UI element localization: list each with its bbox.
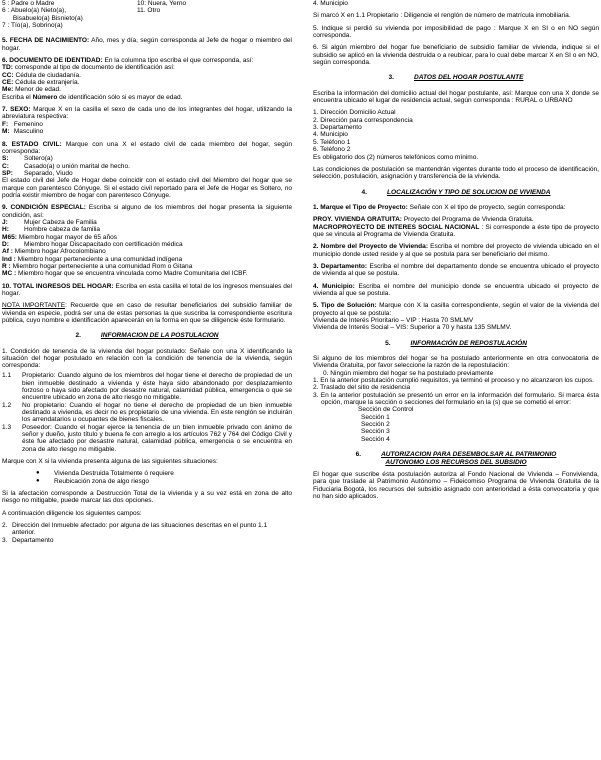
list-item [2, 234, 292, 241]
nota-paragraph [2, 302, 292, 324]
relative-label: 7 : Tío(a), Sobrino(a) [2, 22, 63, 30]
code-text: Menor de edad. [13, 86, 61, 94]
condicion-paragraph [2, 204, 292, 219]
section-number: 3. [388, 74, 394, 82]
seccion-item: Sección de Control [358, 406, 414, 414]
relative-label: 10: Nuera, Yerno [137, 0, 187, 7]
item-number: 1.2 [2, 401, 12, 409]
list-item [2, 270, 292, 277]
item-text: Vivienda Destruida Totalmente ó requiere [54, 470, 174, 478]
solucion-paragraph [313, 302, 599, 317]
section-number: 4. [361, 188, 367, 196]
tipo-text: Señale con X el tipo de proyecto, según corresponda: [407, 203, 566, 211]
nombre-heading: 2. Nombre del Proyecto de Vivienda: [313, 243, 428, 251]
list-item [2, 128, 292, 135]
list-item: Vivienda de Interés Prioritario – VIP : Hasta 70 SMLMV [313, 317, 474, 324]
list-item: Vivienda de Interés Social – VIS: Superior a 70 y hasta 135 SMLMV. [313, 324, 512, 332]
list-item [2, 241, 292, 248]
autoriza-text: El hogar que suscribe ésta postulación autoriza al Fondo Nacional de Vivienda – Fonvivienda, para que traslade al Patrimonio Autónomo – Fideicomiso Programa de Vivienda Gratuita de la Fiduciaria Bogotá, los recursos del subsidio asignado con anterioridad a ésta convocatoria y que no han sido aplicados. [313, 470, 599, 500]
list-item: 1. Dirección Domicilio Actual [313, 109, 396, 117]
list-item [2, 522, 292, 537]
muni-heading: 4. Municipio: [313, 282, 355, 290]
list-item [2, 256, 292, 263]
list-item [2, 219, 292, 226]
item-text: Departamento [12, 536, 54, 544]
seccion-item: Sección 1 [361, 413, 390, 421]
question-6: 6. Si algún miembro del hogar fue beneficiario de subsidio familiar de vivienda, indique si el subsidio se aplicó en la vivienda destruida o a reubicar, para lo cual debe marcar X en SI o en NO, según corresponda. [313, 44, 599, 67]
note-text: Escriba el [2, 93, 33, 101]
list-item [2, 15, 292, 22]
code: H: [2, 226, 9, 234]
list-item [2, 263, 292, 270]
item-text: Reubicación zona de algo riesgo [54, 477, 149, 485]
list-item [313, 370, 599, 377]
item-number: 1.3 [2, 423, 12, 431]
code: F: [2, 120, 9, 128]
code-text: Separado, Viudo [24, 169, 73, 177]
relative-label: 5 : Padre o Madre [2, 0, 55, 7]
solucion-heading: 5. Tipo de Solución: [313, 302, 377, 310]
code-text: Casado(a) o unión marital de hecho. [24, 162, 130, 170]
civil-paragraph [2, 141, 292, 156]
proy-heading: PROY. VIVIENDA GRATUITA: [313, 216, 402, 224]
list-item [2, 7, 292, 14]
seccion-item: Sección 4 [361, 435, 390, 443]
item-text: Dirección del Inmueble afectado: por alguna de las situaciones descritas en el punto 1.1 anterior. [12, 522, 268, 537]
item-text: 3. En la anterior postulación se presentó un error en la información del formulario. Si marca ésta opción, marque la sección o secciones del formulario en la (s) que se cometió el error: [313, 391, 599, 407]
list-item [2, 248, 292, 255]
muni-paragraph [313, 283, 599, 298]
list-item [313, 384, 599, 391]
solucion-text: Marque con X la casilla correspondiente, según el valor de la vivienda del proyecto al que se postula: [313, 302, 599, 317]
code: S: [2, 155, 9, 163]
code: D: [2, 240, 9, 248]
list-item [313, 377, 599, 384]
item-text: 2. Traslado del sitio de residencia [313, 384, 411, 392]
afectacion-text: Si la afectación corresponde a Destrucción Total de la vivienda y a su vez está en zona de alto riesgo no mitigable, puede marcar las dos opciones. [2, 490, 292, 505]
list-item [2, 64, 292, 71]
relative-label: 11. Otro [137, 7, 161, 15]
nota-text: : Recuerde que en caso de resultar beneficiarios del subsidio familiar de vivienda en especie, podrá ser una de estas personas la que suscriba la correspondiente escritura pública, cuyo nombre e identificación aparecerán en la forma en que se diligencie éste formulario. [2, 302, 292, 325]
list-item: 4. Municipio [313, 131, 348, 139]
code: TD: [2, 64, 13, 72]
section-title-text: AUTORIZACION PARA DESEMBOLSAR AL PATRIMONIO [381, 451, 557, 459]
list-item [2, 372, 292, 401]
code-text: Miembro hogar mayor de 65 años [16, 233, 117, 241]
relative-label: Bisabuelo(a) Bisnieto(a) [2, 14, 83, 22]
municipio-item: 4. Municipio [313, 0, 348, 7]
condicion-tenencia: 1. Condición de tenencia de la vivienda del hogar postulado: Señale con una X identificando la situación del hogar postulado en relación con la condición de tenencia de la vivienda, según corresponda: [2, 347, 292, 370]
depto-heading: 3. Departamento: [313, 262, 368, 270]
right-column [313, 0, 599, 760]
list-item [2, 163, 292, 170]
documento-heading: 6. DOCUMENTO DE IDENTIDAD: [2, 57, 103, 65]
code-text: Cédula de extranjería. [13, 79, 80, 87]
item-text: 0. Ningún miembro del hogar se ha postulado previamente [323, 369, 494, 377]
macro-paragraph [313, 224, 599, 239]
condicion-text: Escriba si alguno de los miembros del hogar presenta la siguiente condición, así: [2, 204, 292, 219]
section-number: 6. [355, 451, 362, 459]
section-title-text: DATOS DEL HOGAR POSTULANTE [413, 74, 524, 82]
code-text: Miembro hogar perteneciente a una comunidad Rom o Gitana [12, 263, 193, 270]
item-text: No propietario: Cuando el hogar no tiene el derecho de propiedad de un bien inmueble destinado a vivienda, es decir no es propietario de una vivienda. En este renglón se incluirán los arrendatarios u ocupantes de bienes fiscales. [22, 401, 292, 424]
civil-text: Marque con una X el estado civil de cada miembro del hogar, según corresponda: [2, 140, 292, 155]
code-text: Mujer Cabeza de Familia [24, 218, 97, 226]
list-item [2, 79, 292, 86]
code: M: [2, 128, 10, 136]
ingresos-text: Escriba en esta casilla el total de los ingresos mensuales del hogar. [2, 282, 292, 298]
ingresos-paragraph [2, 283, 292, 298]
code-text: Miembro hogar Afrocolombiano [14, 248, 106, 256]
seccion-item: Sección 3 [361, 428, 390, 436]
fecha-paragraph [2, 37, 292, 52]
seccion-item: Sección 2 [361, 421, 390, 429]
documento-note [2, 94, 292, 101]
list-item: 5. Teléfono 1 [313, 138, 351, 146]
section-title-text: INFORMACIÓN DE REPOSTULACIÓN [410, 339, 527, 347]
bullet-icon: ● [36, 470, 40, 477]
nombre-text: Escriba el nombre del proyecto de vivienda ubicado en el municipio donde usted reside y al que se postula para ser beneficiario del mismo. [313, 243, 599, 258]
obligatorio-text: Es obligatorio dos (2) números telefónicos como mínimo. [313, 153, 479, 161]
civil-heading: 8. ESTADO CIVIL: [2, 140, 62, 148]
fecha-heading: 5. FECHA DE NACIMIENTO: [2, 37, 90, 45]
section-2-title [2, 332, 292, 339]
list-item [2, 0, 292, 7]
documento-paragraph [2, 57, 292, 64]
list-item [2, 22, 292, 29]
condicion-heading: 9. CONDICIÓN ESPECIAL: [2, 204, 86, 212]
list-item [2, 226, 292, 233]
item-number: 2. [2, 522, 8, 530]
section-5-title [313, 340, 599, 347]
list-item [313, 392, 599, 407]
documento-text: En la columna tipo escriba el que corresponda, así: [102, 57, 254, 65]
item-text: Poseedor: Cuando el hogar ejerce la tenencia de un bien inmueble privado con ánimo de señor y dueño, justo título y buena fe con arreglo a los artículos 762 y 764 del Código Civil y éste fue afectado por desastre natural, calamidad pública, emergencia o se encuentra en zona de alto riesgo no mitigable. [22, 423, 292, 453]
code: Ind : [2, 255, 16, 263]
code: C: [2, 162, 9, 170]
code: Me: [2, 86, 14, 94]
code-text: Femenino [12, 120, 43, 128]
code-text: corresponde al tipo de documento de identificación así: [12, 64, 175, 72]
note-text: de identificación sólo si es mayor de edad. [57, 93, 183, 101]
code: R : [2, 263, 11, 270]
code-text: Hombre cabeza de familia [24, 226, 101, 234]
marque-text: Marque con X si la vivienda presenta alguna de las siguientes situaciones: [2, 458, 218, 466]
list-item [2, 170, 292, 177]
proy-paragraph [313, 216, 599, 223]
code: M65: [2, 233, 17, 241]
depto-text: Escriba el nombre del departamento donde se encuentra ubicado el proyecto de vivienda al que se postula. [313, 262, 599, 278]
code-text: Masculino [12, 128, 44, 136]
item-text: 1. En la anterior postulación cumplió requisitos, ya terminó el proceso y no alcanzaron los cupos. [313, 377, 594, 385]
section-title-text: LOCALIZACIÓN Y TIPO DE SOLUCION DE VIVIENDA [387, 188, 551, 196]
list-item [2, 155, 292, 162]
section-number: 2. [75, 332, 81, 340]
repostulacion-text: Si alguno de los miembros del hogar se ha postulado anteriormente en otra convocatoria de Vivienda Gratuita, por favor seleccione la razón de la repostulación: [313, 355, 599, 370]
nota-heading: NOTA IMPORTANTE [2, 302, 66, 310]
domicilio-text: Escriba la información del domicilio actual del hogar postulante, así: Marque con una X donde se encuentra ubicado el lugar de residencia actual, según corresponda : RURAL o URBANO [313, 89, 599, 105]
relative-label: 6 : Abuelo(a) Nieto(a), [2, 7, 67, 15]
code: MC : [2, 270, 17, 278]
ingresos-heading: 10. TOTAL INGRESOS DEL HOGAR: [2, 282, 114, 290]
item-text: Propietario: Cuando alguno de los miembros del hogar tiene el derecho de propiedad de un bien inmueble destinado a vivienda y éste haya sido abandonado por desplazamiento forzoso o haya sido afectado por desastre natural, calamidad pública, emergencia o que se encuentre ubicado en zona de alto riesgo no mitigable. [22, 372, 292, 402]
list-item [2, 86, 292, 93]
condiciones-text: Las condiciones de postulación se mantendrán vigentes durante todo el proceso de identificación, selección, postulación, asignación y transferencia de la vivienda. [313, 165, 599, 181]
list-item: 6. Teléfono 2 [313, 146, 351, 154]
left-column [2, 0, 292, 760]
macro-heading: MACROPROYECTO DE INTERES SOCIAL NACIONAL [313, 223, 480, 231]
depto-paragraph [313, 263, 599, 278]
muni-text: Escriba el nombre del municipio donde se encuentra ubicado el proyecto de vivienda al que se postula. [313, 282, 599, 297]
matricula-text: Si marcó X en 1.1 Propietario : Diligencie el renglón de número de matrícula inmobiliaria. [313, 12, 571, 20]
code: J: [2, 218, 8, 226]
list-item [2, 121, 292, 128]
list-item [2, 72, 292, 79]
list-item [2, 424, 292, 453]
nombre-paragraph [313, 243, 599, 258]
list-item [2, 478, 292, 485]
section-6-title [313, 451, 599, 466]
code-text: Miembro hogar perteneciente a una comunidad indígena [17, 255, 183, 263]
code-text: Soltero(a) [24, 155, 53, 163]
continuacion-text: A continuación diligencie los siguientes campos: [2, 509, 142, 517]
code-text: Miembro hogar que se encuentra vinculada como Madre Comunitaria del ICBF. [18, 270, 248, 278]
civil-note: El estado civil del Jefe de Hogar debe coincidir con el estado civil del Miembro del hogar que se marque con parentesco Cónyuge. Si el estado civil reportado para el Jefe de Hogar es Soltero, no podría existir miembro de hogar con parentesco Cónyuge. [2, 177, 292, 199]
sexo-heading: 7. SEXO: [2, 106, 31, 114]
list-item [2, 470, 292, 477]
sexo-text: Marque X en la casilla el sexo de cada uno de los integrantes del hogar, utilizando la abreviatura respectiva: [2, 106, 292, 121]
tipo-paragraph [313, 204, 599, 211]
section-3-title [313, 74, 599, 81]
code: SP: [2, 169, 13, 177]
item-number: 1.1 [2, 372, 12, 380]
sexo-paragraph [2, 106, 292, 121]
list-item: 3. Departamento [313, 124, 362, 132]
section-title-text: AUTONOMO LOS RECURSOS DEL SUBSIDIO [385, 458, 527, 466]
section-title-text: INFORMACION DE LA POSTULACION [100, 332, 219, 340]
code-text: Cédula de ciudadanía. [13, 71, 81, 79]
question-5: 5. Indique si perdió su vivienda por imposibilidad de pago : Marque X en SI o en NO según corresponda. [313, 24, 599, 40]
tipo-heading: 1. Marque el Tipo de Proyecto: [313, 203, 408, 211]
list-item [2, 402, 292, 424]
note-bold: Número [32, 93, 58, 101]
bullet-icon: ● [36, 477, 40, 484]
code-text: Miembro hogar Discapacitado con certificación médica [24, 240, 183, 248]
macro-text: : Si corresponde a éste tipo de proyecto que se vincula al Programa de Vivienda Gratuita. [313, 223, 599, 238]
list-item [2, 537, 292, 544]
proy-text: Proyecto del Programa de Vivienda Gratuita. [402, 216, 534, 224]
list-item: 2. Dirección para correspondencia [313, 116, 413, 124]
item-number: 3. [2, 536, 8, 544]
code: CE: [2, 79, 14, 87]
section-4-title [313, 189, 599, 196]
relatives-list [2, 0, 292, 29]
code: Af : [2, 248, 13, 256]
code: CC: [2, 71, 14, 79]
fecha-text: Año, mes y día, según corresponda al Jefe de hogar o miembro del hogar. [2, 37, 293, 52]
section-number: 5. [385, 339, 391, 347]
